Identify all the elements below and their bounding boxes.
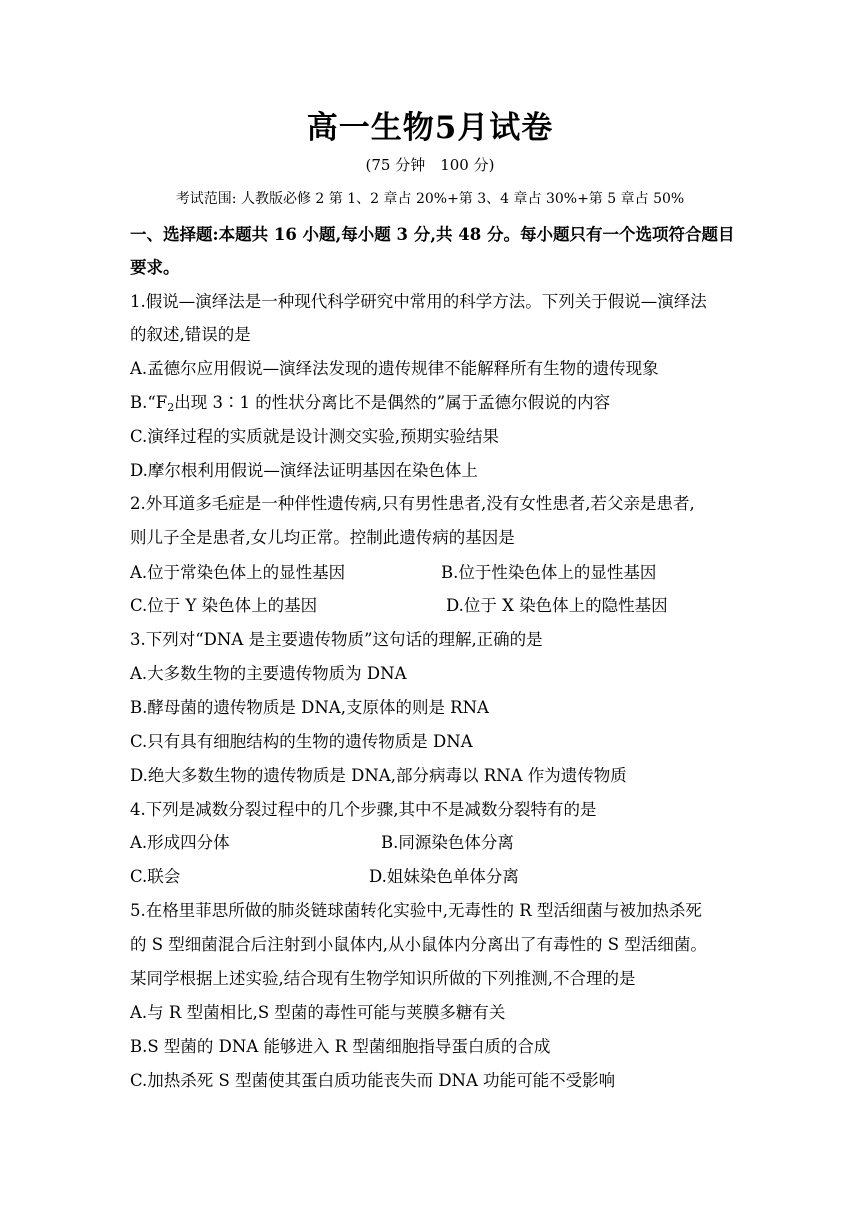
q2-option-a: A.位于常染色体上的显性基因 bbox=[130, 563, 346, 582]
q4-option-d: D.姐妹染色单体分离 bbox=[369, 867, 519, 886]
exam-duration-score: (75 分钟 100 分) bbox=[365, 156, 495, 174]
q4-option-c: C.联会 bbox=[130, 867, 181, 886]
q3-option-a: A.大多数生物的主要遗传物质为 DNA bbox=[130, 664, 407, 683]
q1-option-c: C.演绎过程的实质就是设计测交实验,预期实验结果 bbox=[130, 427, 500, 446]
q4-option-a: A.形成四分体 bbox=[130, 833, 230, 852]
section-heading-line-1: 一、选择题:本题共 16 小题,每小题 3 分,共 48 分。每小题只有一个选项符合题目 bbox=[130, 225, 735, 244]
q4-option-b: B.同源染色体分离 bbox=[381, 833, 514, 852]
q1-option-b-suffix: 出现 3∶1 的性状分离比不是偶然的”属于孟德尔假说的内容 bbox=[174, 393, 611, 412]
q5-option-b: B.S 型菌的 DNA 能够进入 R 型菌细胞指导蛋白质的合成 bbox=[130, 1037, 551, 1056]
q5-stem-line-1: 5.在格里菲思所做的肺炎链球菌转化实验中,无毒性的 R 型活细菌与被加热杀死 bbox=[130, 901, 702, 920]
q2-option-d: D.位于 X 染色体上的隐性基因 bbox=[446, 596, 668, 615]
q5-option-a: A.与 R 型菌相比,S 型菌的毒性可能与荚膜多糖有关 bbox=[130, 1003, 506, 1022]
q1-stem-line-1: 1.假说—演绎法是一种现代科学研究中常用的科学方法。下列关于假说—演绎法 bbox=[130, 292, 707, 311]
q1-option-b bbox=[130, 391, 736, 415]
q1-option-b-subscript: 2 bbox=[167, 401, 175, 414]
q5-stem-line-3: 某同学根据上述实验,结合现有生物学知识所做的下列推测,不合理的是 bbox=[130, 969, 636, 988]
exam-scope: 考试范围: 人教版必修 2 第 1、2 章占 20%+第 3、4 章占 30%+第 5 章占 50% bbox=[175, 191, 685, 207]
q1-option-d: D.摩尔根利用假说—演绎法证明基因在染色体上 bbox=[130, 461, 478, 480]
q1-stem-line-2: 的叙述,错误的是 bbox=[130, 325, 251, 344]
q1-option-a: A.孟德尔应用假说—演绎法发现的遗传规律不能解释所有生物的遗传现象 bbox=[130, 359, 659, 378]
q1-option-b-prefix: B.“F bbox=[130, 393, 168, 412]
q2-option-b: B.位于性染色体上的显性基因 bbox=[441, 563, 657, 582]
q4-stem: 4.下列是减数分裂过程中的几个步骤,其中不是减数分裂特有的是 bbox=[130, 800, 597, 819]
q2-stem-line-2: 则儿子全是患者,女儿均正常。控制此遗传病的基因是 bbox=[130, 528, 515, 547]
q3-stem: 3.下列对“DNA 是主要遗传物质”这句话的理解,正确的是 bbox=[130, 630, 543, 649]
section-heading-line-2: 要求。 bbox=[130, 258, 180, 277]
q3-option-c: C.只有具有细胞结构的生物的遗传物质是 DNA bbox=[130, 732, 473, 751]
q3-option-b: B.酵母菌的遗传物质是 DNA,支原体的则是 RNA bbox=[130, 698, 489, 717]
q5-stem-line-2: 的 S 型细菌混合后注射到小鼠体内,从小鼠体内分离出了有毒性的 S 型活细菌。 bbox=[130, 935, 707, 954]
q5-option-c: C.加热杀死 S 型菌使其蛋白质功能丧失而 DNA 功能可能不受影响 bbox=[130, 1071, 616, 1090]
q2-stem-line-1: 2.外耳道多毛症是一种伴性遗传病,只有男性患者,没有女性患者,若父亲是患者, bbox=[130, 494, 695, 513]
q2-option-c: C.位于 Y 染色体上的基因 bbox=[130, 596, 318, 615]
q3-option-d: D.绝大多数生物的遗传物质是 DNA,部分病毒以 RNA 作为遗传物质 bbox=[130, 766, 627, 785]
page-title: 高一生物5月试卷 bbox=[306, 110, 554, 146]
